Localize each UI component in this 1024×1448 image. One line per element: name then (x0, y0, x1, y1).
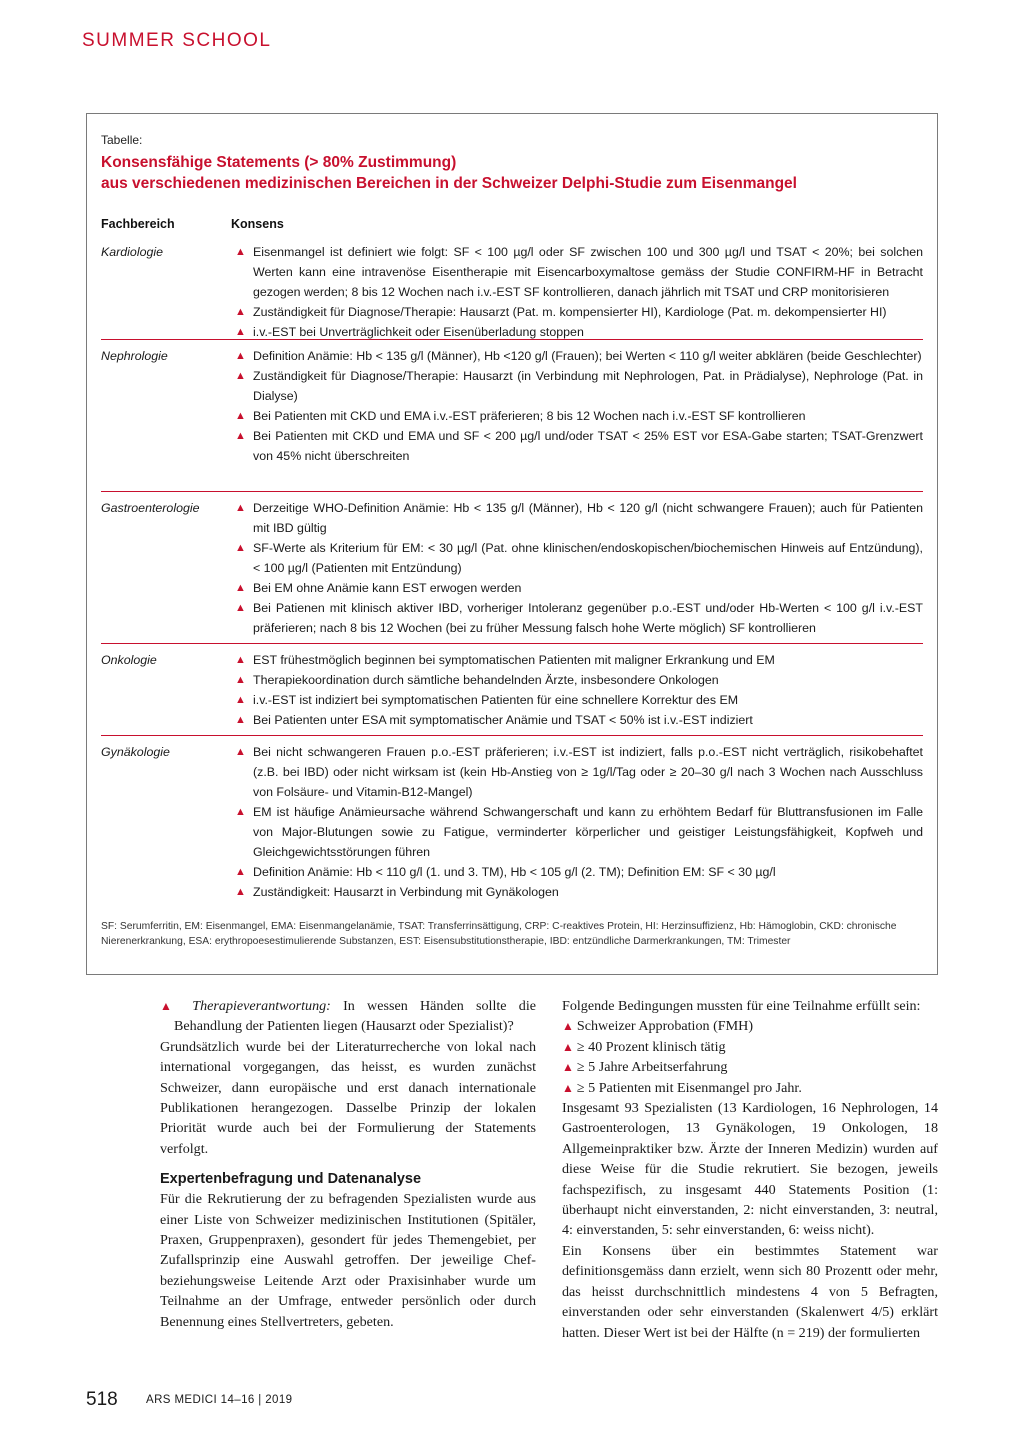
list-item: ▲ Zuständigkeit für Diagnose/Therapie: Hausarzt (Pat. m. kompensierter HI), Kardiologe (Pat. m. dekompensierter HI) (235, 302, 923, 322)
body-column-left (160, 996, 536, 1332)
table-row (101, 242, 923, 339)
condition-item: ▲ ≥ 5 Jahre Arbeitserfahrung (562, 1059, 728, 1076)
triangle-bullet-icon: ▲ (562, 1060, 577, 1075)
body-column-right (562, 996, 938, 1343)
triangle-bullet-icon: ▲ (235, 246, 246, 258)
condition-item: ▲ ≥ 40 Prozent klinisch tätig (562, 1038, 726, 1055)
bullet-paragraph (160, 996, 536, 1037)
row-field: Gynäkologie (101, 745, 170, 759)
body-paragraph: Insgesamt 93 Spezialisten (13 Kardiologen, 16 Nephrologen, 14 Gastroenterologen, 13 Gynäkologen, 19 Onkologen, 18 Allgemeinpraktiker bzw. Ärzte der Inneren Medizin) wurden auf diese Weise für die Studie rekrutiert. Sie bezogen, jeweils fachspezifisch, zu insgesamt 440 Statements Position (1: überhaupt nicht einverstanden, 2: nicht einverstanden, 3: neutral, 4: einverstanden, 5: sehr einverstanden, 6: weiss nicht). (562, 1100, 938, 1239)
triangle-bullet-icon: ▲ (235, 674, 246, 686)
triangle-bullet-icon: ▲ (235, 542, 246, 554)
column-header-consensus: Konsens (231, 217, 284, 231)
triangle-bullet-icon: ▲ (235, 714, 246, 726)
list-item: ▲ Definition Anämie: Hb < 110 g/l (1. und 3. TM), Hb < 105 g/l (2. TM); Definition EM: SF < 30 µg/l (235, 862, 923, 882)
triangle-bullet-icon: ▲ (562, 1080, 577, 1095)
list-item: ▲ SF-Werte als Kriterium für EM: < 30 µg/l (Pat. ohne klinischen/endoskopischen/biochemischen Hinweis auf Entzündung), < 100 µg/l (Patienten mit Entzündung) (235, 538, 923, 578)
triangle-bullet-icon: ▲ (235, 350, 246, 362)
list-item: ▲ Definition Anämie: Hb < 135 g/l (Männer), Hb <120 g/l (Frauen); bei Werten < 110 g/l weiter abklären (beide Geschlechter) (235, 346, 923, 366)
table-title-line-1: Konsensfähige Statements (> 80% Zustimmung) (101, 154, 457, 171)
list-item: ▲ Zuständigkeit: Hausarzt in Verbindung mit Gynäkologen (235, 882, 923, 902)
table-rows (101, 242, 923, 907)
triangle-bullet-icon: ▲ (235, 410, 246, 422)
conditions-intro: Folgende Bedingungen mussten für eine Teilnahme erfüllt sein: (562, 998, 921, 1014)
table-footnote: SF: Serumferritin, EM: Eisenmangel, EMA: Eisenmangelanämie, TSAT: Transferrinsättigung, CRP: C-reaktives Protein, HI: Herzinsuffizienz, Hb: Hämoglobin, CKD: chronische Nierenerkrankung, ESA: erythropoesestimulierende Substanzen, EST: Eisensubstitutionstherapie, IBD: entzündliche Darmerkrankungen, TM: Trimester (101, 921, 897, 947)
triangle-bullet-icon: ▲ (562, 1019, 577, 1034)
table-row (101, 643, 923, 735)
triangle-bullet-icon: ▲ (235, 866, 246, 878)
table-label: Tabelle: (101, 133, 143, 147)
triangle-bullet-icon: ▲ (235, 502, 246, 514)
triangle-bullet-icon: ▲ (235, 602, 246, 614)
table-title (101, 152, 797, 194)
triangle-bullet-icon: ▲ (235, 430, 246, 442)
journal-name: ARS MEDICI 14–16 | 2019 (146, 1394, 293, 1406)
consensus-table (86, 113, 938, 975)
triangle-bullet-icon: ▲ (235, 654, 246, 666)
list-item: ▲ EST frühestmöglich beginnen bei symptomatischen Patienten mit maligner Erkrankung und EM (235, 650, 923, 670)
list-item: ▲ Derzeitige WHO-Definition Anämie: Hb < 135 g/l (Männer), Hb < 120 g/l (nicht schwangere Frauen); auch für Patienten mit IBD gültig (235, 498, 923, 538)
list-item: ▲ Bei nicht schwangeren Frauen p.o.-EST präferieren; i.v.-EST ist indiziert, falls p.o.-EST nicht verträglich, risikobehaftet (z.B. bei IBD) oder nicht wirksam ist (kein Hb-Anstieg von ≥ 1g/l/Tag oder ≥ 20–30 g/l nach 3 Wochen nach Ausschluss von Folsäure- und Vitamin-B12-Mangel) (235, 742, 923, 802)
table-title-line-2: aus verschiedenen medizinischen Bereichen in der Schweizer Delphi-Studie zum Eisenmangel (101, 175, 797, 192)
body-paragraph: Grundsätzlich wurde bei der Literaturrecherche von lokal nach international vorgegangen, das heisst, es wurden zunächst Schweizer, dann europäische und erst danach internationale Publikationen herangezogen. Dasselbe Prinzip der lokalen Priorität wurde auch bei der Formulierung der Statements verfolgt. (160, 1038, 536, 1157)
condition-item: ▲ ≥ 5 Patienten mit Eisenmangel pro Jahr. (562, 1079, 802, 1096)
list-item: ▲ i.v.-EST ist indiziert bei symptomatischen Patienten für eine schnellere Korrektur des EM (235, 690, 923, 710)
list-item: ▲ Bei Patienten mit CKD und EMA i.v.-EST präferieren; 8 bis 12 Wochen nach i.v.-EST SF kontrollieren (235, 406, 923, 426)
row-field: Nephrologie (101, 349, 168, 363)
section-header: SUMMER SCHOOL (82, 30, 272, 51)
page-number: 518 (86, 1389, 118, 1410)
triangle-bullet-icon: ▲ (235, 306, 246, 318)
list-item: ▲ i.v.-EST bei Unverträglichkeit oder Eisenüberladung stoppen (235, 322, 923, 342)
triangle-bullet-icon: ▲ (235, 582, 246, 594)
list-item: ▲ Therapiekoordination durch sämtliche behandelnden Ärzte, insbesondere Onkologen (235, 670, 923, 690)
list-item: ▲ Eisenmangel ist definiert wie folgt: SF < 100 µg/l oder SF zwischen 100 und 300 µg/l und TSAT < 20%; bei solchen Werten kann eine intravenöse Eisentherapie mit Eisencarboxymaltose gemäss der Studie CONFIRM-HF in Betracht gezogen werden; 8 bis 12 Wochen nach i.v.-EST SF kontrollieren, danach jährlich mit TSAT und CRP monitorisieren (235, 242, 923, 302)
body-paragraph: Für die Rekrutierung der zu befragenden Spezialisten wurde aus einer Liste von Schweizer medizinischen Institutionen (Spitäler, Praxen, Gruppenpraxen), gesondert für jedes Themengebiet, per Zufallsprinzip eine Auswahl getroffen. Der jeweilige Chef- beziehungsweise Leitende Arzt oder Praxisinhaber wurde um Teilnahme an der Umfrage, entweder persönlich oder durch Benennung eines Stellvertreters, gebeten. (160, 1191, 536, 1330)
page-footer (86, 1389, 293, 1411)
list-item: ▲ Bei Patienten unter ESA mit symptomatischer Anämie und TSAT < 50% ist i.v.-EST indiziert (235, 710, 923, 730)
triangle-bullet-icon: ▲ (235, 326, 246, 338)
bullet-term: Therapieverantwortung: (192, 998, 331, 1014)
list-item: ▲ Bei Patienen mit klinisch aktiver IBD, vorheriger Intoleranz gegenüber p.o.-EST und/oder Hb-Werten < 100 g/l i.v.-EST präferieren; nach 8 bis 12 Wochen (bei zu früher Messung falsch hohe Werte möglich) SF kontrollieren (235, 598, 923, 638)
row-field: Kardiologie (101, 245, 163, 259)
triangle-bullet-icon: ▲ (235, 694, 246, 706)
bullet-text: In wessen Händen sollte die Behandlung der Patienten liegen (Hausarzt oder Spezialist)? (174, 998, 537, 1035)
list-item: ▲ Zuständigkeit für Diagnose/Therapie: Hausarzt (in Verbindung mit Nephrologen, Pat. in Prädialyse), Nephrologe (Pat. in Dialyse) (235, 366, 923, 406)
triangle-bullet-icon: ▲ (235, 746, 246, 758)
table-row (101, 491, 923, 643)
triangle-bullet-icon: ▲ (160, 999, 193, 1013)
triangle-bullet-icon: ▲ (235, 370, 246, 382)
condition-item: ▲ Schweizer Approbation (FMH) (562, 1018, 754, 1035)
triangle-bullet-icon: ▲ (235, 806, 246, 818)
triangle-bullet-icon: ▲ (235, 886, 246, 898)
list-item: ▲ Bei Patienten mit CKD und EMA und SF < 200 µg/l und/oder TSAT < 25% EST vor ESA-Gabe starten; TSAT-Grenzwert von 45% nicht überschreiten (235, 426, 923, 466)
table-row (101, 735, 923, 907)
triangle-bullet-icon: ▲ (562, 1039, 577, 1054)
list-item: ▲ Bei EM ohne Anämie kann EST erwogen werden (235, 578, 923, 598)
body-paragraph: Ein Konsens über ein bestimmtes Statement war definitionsgemäss dann erzielt, wenn sich 80 Prozentt oder mehr, das heisst durchschnittlich mindestens 4 von 5 Befragten, einverstanden oder sehr einverstanden (Skalenwert 4/5) erklärt hatten. Dieser Wert ist bei der Hälfte (n = 219) der formulierten (562, 1242, 938, 1341)
table-row (101, 339, 923, 491)
row-field: Gastroenterologie (101, 501, 200, 515)
column-header-field: Fachbereich (101, 217, 175, 231)
row-field: Onkologie (101, 653, 157, 667)
list-item: ▲ EM ist häufige Anämieursache während Schwangerschaft und kann zu erhöhtem Bedarf für Bluttransfusionen im Falle von Major-Blutungen sowie zu Fatigue, verminderter körperlicher und geistiger Leistungsfähigkeit, Kopfweh und Gleichgewichtsstörungen führen (235, 802, 923, 862)
section-heading: Expertenbefragung und Datenanalyse (160, 1171, 422, 1188)
